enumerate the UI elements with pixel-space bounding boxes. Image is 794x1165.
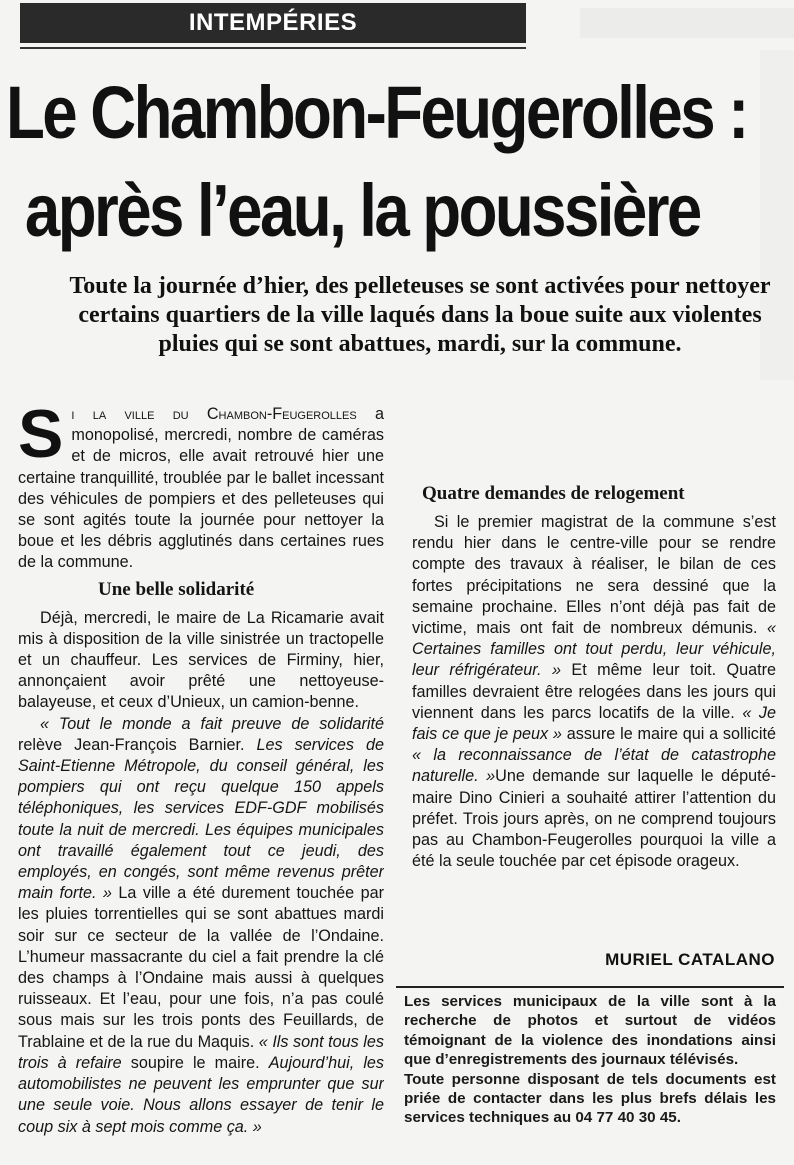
quote-continues-right: Aujourd’hui, les automobilistes ne peuvent les emprunter que sur une seule voie. Nous allons essayer de tenir le coup six à sept mois comme ça. » [18, 1053, 384, 1136]
lead-paragraph [18, 404, 384, 574]
text: La ville a été durement touchée par les pluies torrentielles qui se sont abattues mardi soir sur ce secteur de la vallée de l’Ondaine. L’humeur massacrante du ciel a fait prendre la clé des champs à l’Ondaine mais aussi à quelques ruisseaux. Et l’eau, pour une fois, n’a pas coulé sous mais sur les trois ponts des Feuillards, de Trablaine et de la rue du Maquis. [18, 884, 384, 1051]
quote: « la reconnaissance de l’état de catastrophe naturelle. » [412, 746, 776, 786]
paragraph-bilan [412, 512, 776, 872]
quote: « Ils sont tous les trois à refaire [18, 1032, 384, 1072]
text: Et même leur toit. Quatre familles devraient être relogées dans les jours qui viennent dans les parcs locatifs de la ville. [412, 661, 776, 722]
quote: « Tout le monde a fait preuve de solidarité [40, 714, 384, 733]
paragraph-ricamarie: Déjà, mercredi, le maire de La Ricamarie avait mis à disposition de la ville sinistrée un tractopelle et un chauffeur. Les services de Firminy, hier, annonçaient avoir prêté une nettoyeuse-balayeuse, et ceux d’Unieux, un camion-benne. [18, 608, 384, 712]
notice-paragraph-2: Toute personne disposant de tels documents est priée de contacter dans les plus brefs délais les services techniques au 04 77 40 30 45. [404, 1070, 776, 1127]
headline [6, 64, 747, 260]
byline-author: MURIEL CATALANO [605, 950, 775, 969]
standfirst: Toute la journée d’hier, des pelleteuses se sont activées pour nettoyer certains quartiers de la ville laqués dans la boue suite aux violentes pluies qui se sont abattues, mardi, sur la commune. [69, 273, 771, 357]
notice-paragraph-1: Les services municipaux de la ville sont à la recherche de photos et surtout de vidéos témoignant de la violence des inondations ainsi que d’enregistrements des journaux télévisés. [404, 993, 776, 1069]
section-rubric: INTEMPÉRIES [20, 3, 526, 43]
rubric-rule [20, 47, 526, 49]
text: Une demande sur laquelle le député-maire Dino Cinieri a souhaité attirer l’attention du préfet. Trois jours après, on ne comprend toujours pas au Chambon-Feugerolles pourquoi la ville a été la seule touchée par cet épisode orageux. [412, 767, 776, 871]
subhead-solidarity: Une belle solidarité [98, 578, 255, 600]
quote: « Certaines familles ont tout perdu, leur véhicule, leur réfrigérateur. » [412, 619, 776, 680]
headline-line-1: Le Chambon-Feugerolles : [6, 71, 747, 154]
article-column-right [412, 426, 776, 946]
quote: Les services de Saint-Etienne Métropole, du conseil général, les pompiers qui ont reçu quelque 150 appels téléphoniques, les services EDF-GDF mobilisés toute la nuit de mercredi. Les équipes municipales ont travaillé également tout ce jeudi, des employés, en congés, sont même revenus prêter main forte. » [18, 735, 384, 903]
article-column-left [18, 404, 384, 1148]
subhead-relogement: Quatre demandes de relogement [422, 483, 685, 504]
lead-text: a monopolisé, mercredi, nombre de caméras et de micros, elle avait retrouvé hier une certaine tranquillité, troublée par le ballet incessant des véhicules de pompiers et des pelleteuses qui se sont agités toute la journée pour nettoyer la boue et les débris agglutinés dans certaines rues de la commune. [18, 405, 384, 572]
text: relève Jean-François Barnier. [18, 735, 257, 754]
drop-cap: S [18, 404, 64, 472]
notice-rule [396, 986, 784, 988]
lead-smallcaps: i la ville du Chambon-Feugerolles [71, 405, 357, 423]
notice-box [404, 992, 776, 1128]
adjacent-column-bleed [580, 8, 794, 38]
quote: « Je fais ce que je peux » [412, 703, 776, 744]
paragraph-barnier [18, 714, 384, 1138]
text: soupire le maire. [121, 1053, 269, 1072]
headline-line-2: après l’eau, la poussière [24, 169, 700, 252]
text: Si le premier magistrat de la commune s’est rendu hier dans le centre-ville pour se rendre compte des travaux à réaliser, le bilan de ces fortes précipitations ne sera dessiné que la semaine prochaine. Elles n’ont déjà pas fait de victime, mais ont fait de nombreux démunis. [412, 513, 776, 638]
text: assure le maire qui a sollicité [561, 725, 776, 744]
